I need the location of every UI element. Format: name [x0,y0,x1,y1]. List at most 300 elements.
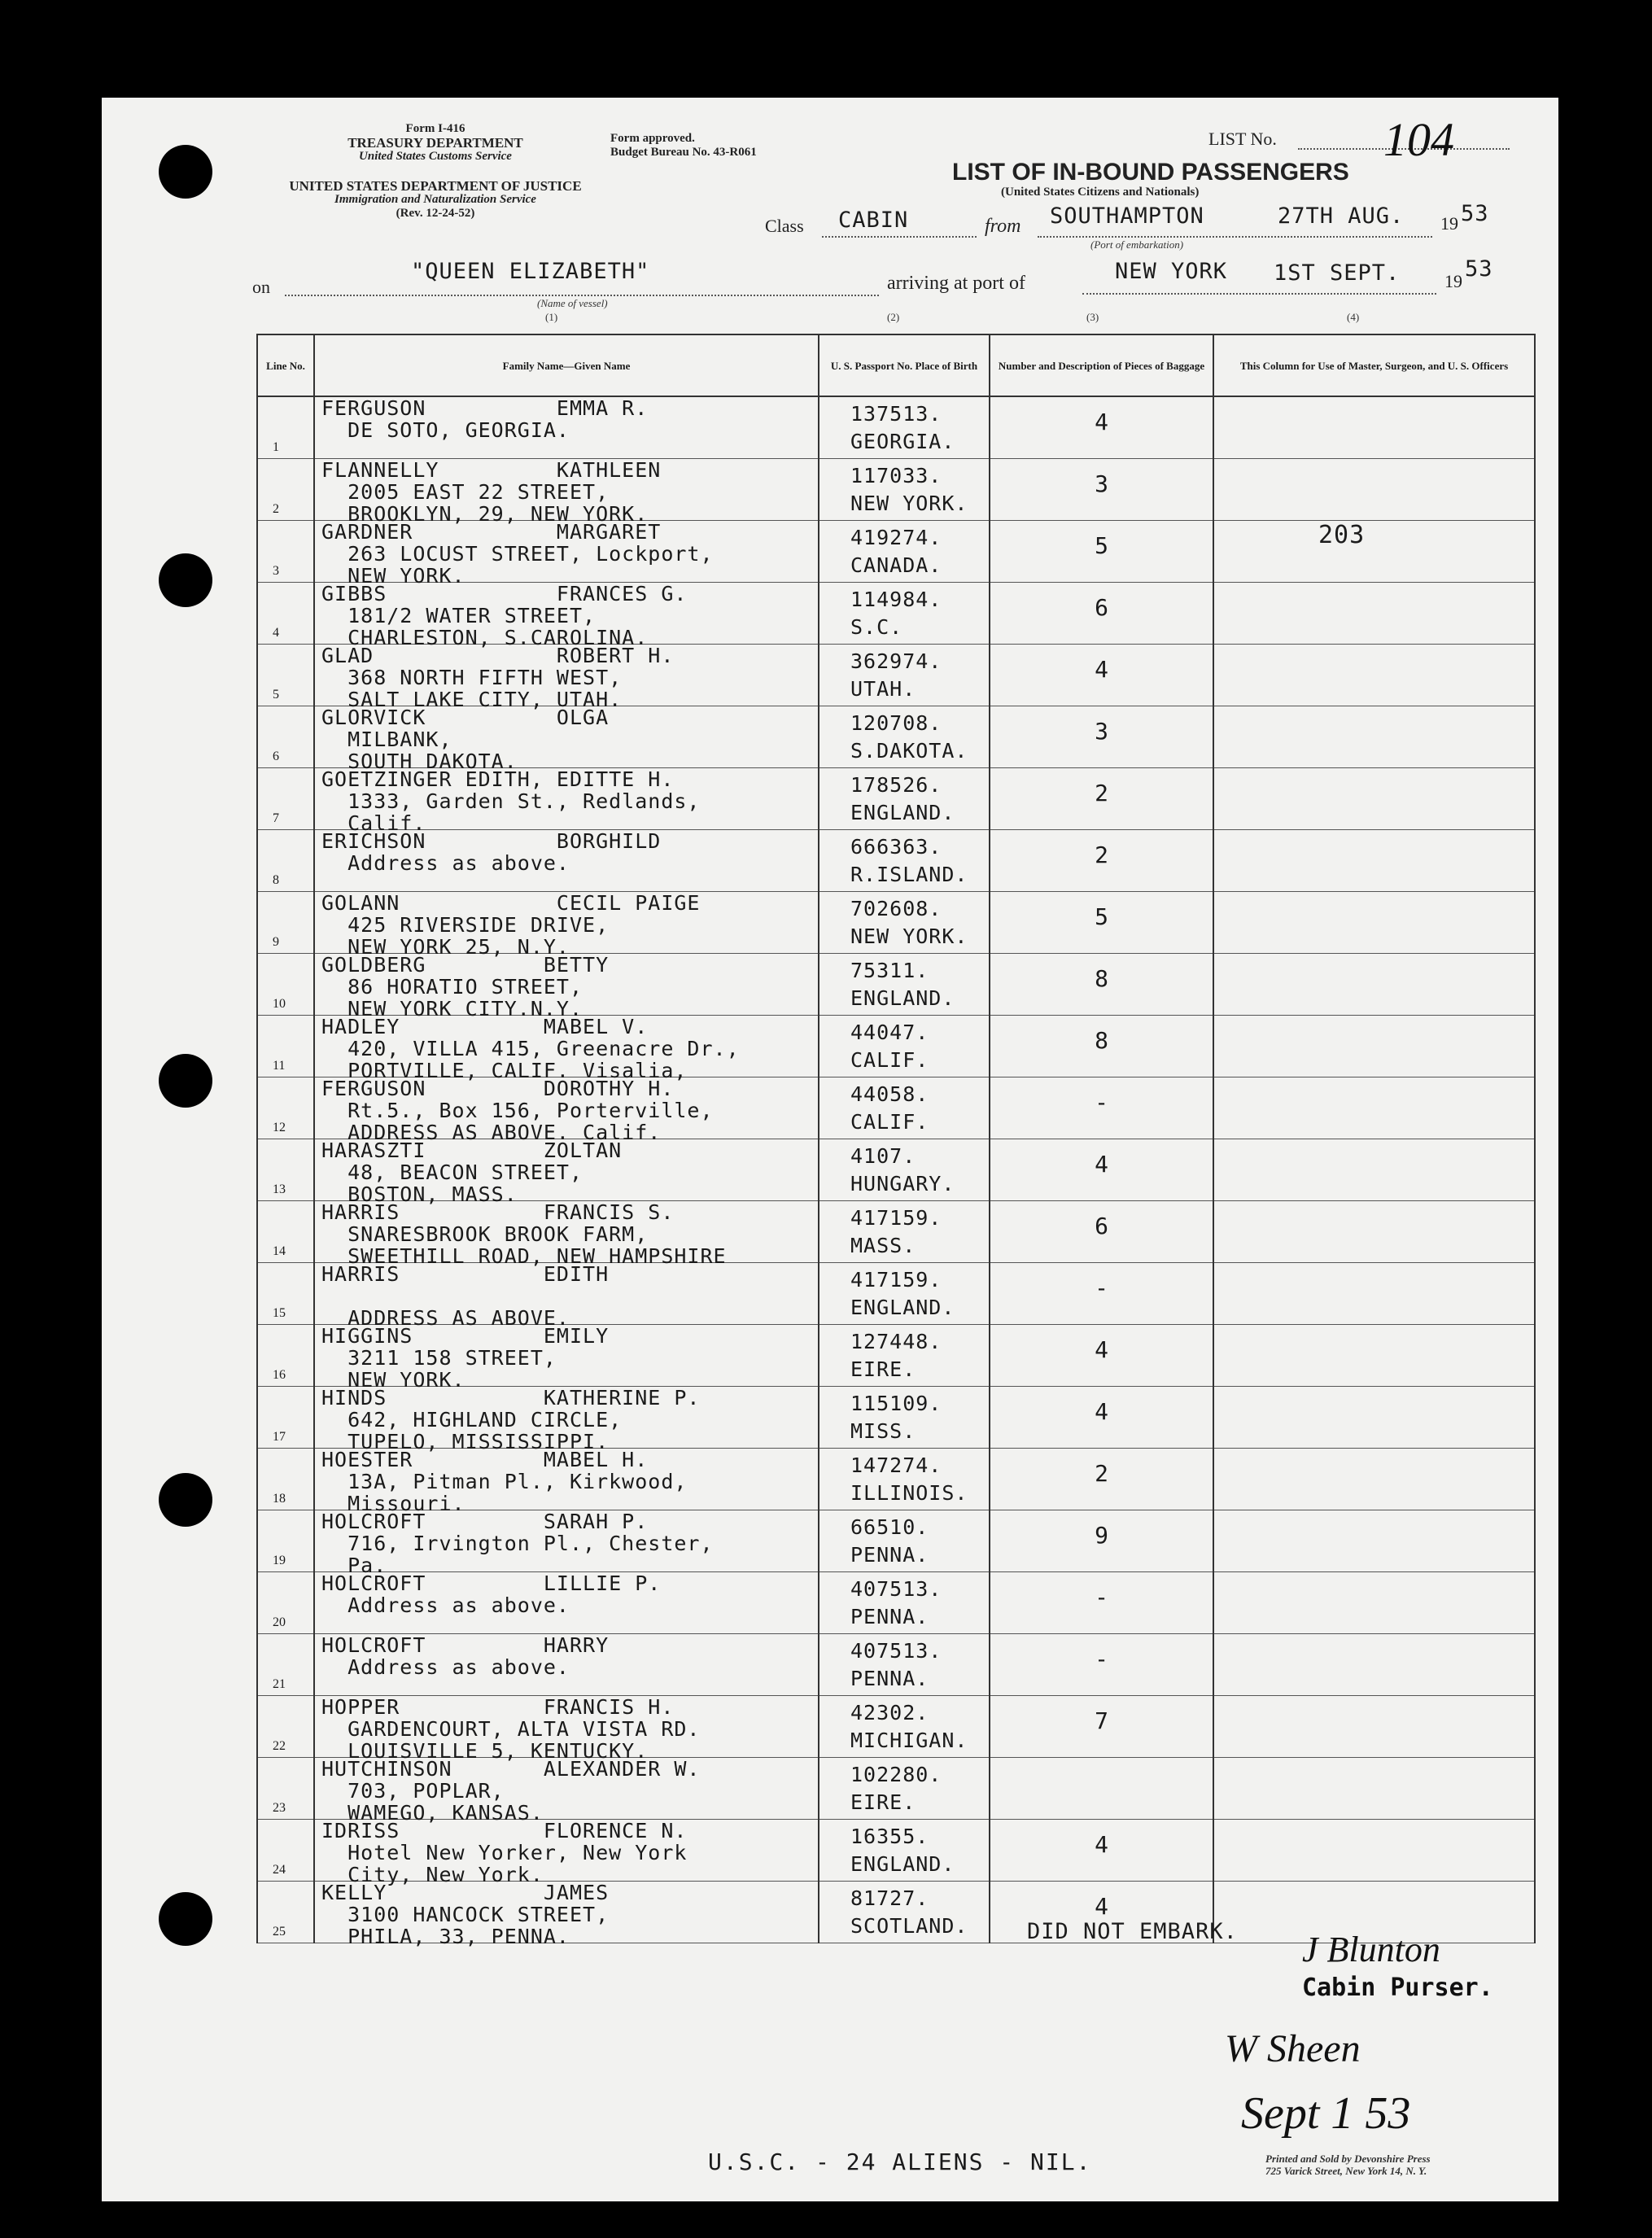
passport-birthplace: 4107. HUNGARY. [850,1144,955,1195]
line-number-cell [257,1758,314,1820]
passenger-name-address-cell [314,953,819,1021]
passenger-name-address: HOLCROFT SARAH P. 716, Irvington Pl., Chester, Pa. [321,1510,714,1577]
document-title: LIST OF IN-BOUND PASSENGERS [952,159,1349,186]
passenger-name-address: GOETZINGER EDITH, EDITTE H. 1333, Garden St., Redlands, Calif. [321,767,701,835]
embarkation-port: SOUTHAMPTON [1050,203,1204,229]
form-approved: Form approved. [610,132,695,145]
line-number-cell [257,1634,314,1696]
baggage-count-cell [990,1016,1213,1077]
line-number: 18 [273,1492,286,1506]
passenger-name-address: KELLY JAMES 3100 HANCOCK STREET, PHILA, 33, PENNA. [321,1881,610,1948]
line-number-cell [257,892,314,954]
passport-birthplace: 407513. PENNA. [850,1639,942,1690]
header-passport: U. S. Passport No. Place of Birth [819,334,990,396]
line-number: 3 [273,564,279,578]
baggage-count-cell [990,1077,1213,1139]
line-number-cell [257,1201,314,1263]
passport-birthplace-cell [819,645,990,706]
vessel-name: "QUEEN ELIZABETH" [411,259,650,284]
baggage-count-cell [990,1510,1213,1572]
class-underline [822,236,977,238]
header-officers: This Column for Use of Master, Surgeon, and U. S. Officers [1213,334,1535,396]
officer-use-cell [1213,1634,1535,1696]
line-number: 16 [273,1368,286,1382]
passenger-name-address-cell [314,582,819,649]
table-row [257,1325,1535,1387]
baggage-count: 2 [1095,1460,1108,1487]
officer-use-cell [1213,1263,1535,1325]
passenger-name-address-cell [314,1200,819,1268]
passenger-name-address: HUTCHINSON ALEXANDER W. 703, POPLAR, WAMEGO, KANSAS. [321,1757,701,1825]
officer-use-cell [1213,892,1535,954]
line-number: 19 [273,1554,286,1567]
agency-subtitle: United States Customs Service [359,150,512,163]
table-row [257,396,1535,459]
list-number: 104 [1383,113,1454,166]
class-value: CABIN [838,208,909,233]
passenger-name-address-cell [314,1757,819,1825]
passport-birthplace-cell [819,1882,990,1943]
passenger-name-address-cell [314,644,819,711]
line-number: 6 [273,750,279,763]
purser-title: Cabin Purser. [1302,1974,1493,2002]
baggage-count: - [1095,1584,1108,1611]
departure-date: 27TH AUG. [1278,203,1405,229]
arrival-year: 53 [1465,256,1493,282]
line-number: 9 [273,935,279,949]
line-number: 23 [273,1801,286,1815]
table-row [257,892,1535,954]
table-header-row [257,334,1535,396]
punch-hole [159,1473,212,1527]
passport-birthplace-cell [819,1077,990,1139]
baggage-count-cell [990,1325,1213,1387]
form-approved-block [610,132,757,160]
did-not-embark: DID NOT EMBARK. [1027,1919,1238,1944]
printer-line-2: 725 Varick Street, New York 14, N. Y. [1265,2165,1427,2177]
table-row [257,1696,1535,1758]
line-number-cell [257,830,314,892]
passport-birthplace-cell [819,1201,990,1263]
column-caption-3: (3) [1086,311,1099,323]
table-row [257,459,1535,521]
passport-birthplace-cell [819,830,990,892]
officer-use-cell [1213,396,1535,459]
passport-birthplace: 407513. PENNA. [850,1577,942,1628]
baggage-count: 3 [1095,470,1108,497]
line-number-cell [257,1882,314,1943]
baggage-count: 8 [1095,1027,1108,1054]
column-caption-4: (4) [1347,311,1360,323]
passenger-name-address-cell [314,1819,819,1886]
line-number: 21 [273,1677,286,1691]
line-number: 8 [273,873,279,887]
officer-note: 203 [1318,521,1366,549]
baggage-count-cell [990,1263,1213,1325]
officer-use-cell [1213,521,1535,583]
passport-birthplace: 362974. UTAH. [850,649,942,701]
baggage-count: 4 [1095,1151,1108,1178]
passport-birthplace-cell [819,954,990,1016]
table-row [257,830,1535,892]
passenger-name-address: IDRISS FLORENCE N. Hotel New Yorker, New York City, New York. [321,1819,688,1886]
passport-birthplace-cell [819,1634,990,1696]
line-number-cell [257,1572,314,1634]
baggage-count: 5 [1095,532,1108,559]
baggage-count-cell [990,1820,1213,1882]
class-label: Class [765,216,804,236]
passenger-name-address-cell [314,520,819,588]
baggage-count-cell [990,1139,1213,1201]
baggage-count: 4 [1095,1893,1108,1920]
line-number-cell [257,396,314,459]
passport-birthplace: 120708. S.DAKOTA. [850,711,968,763]
column-caption-1: (1) [545,311,558,323]
passenger-name-address: HADLEY MABEL V. 420, VILLA 415, Greenacre Dr., PORTVILLE, CALIF. Visalia, [321,1015,740,1082]
officer-use-cell [1213,645,1535,706]
passenger-name-address: ERICHSON BORGHILD Address as above. [321,829,662,875]
officer-use-cell [1213,954,1535,1016]
baggage-count-cell [990,1449,1213,1510]
table-row [257,1634,1535,1696]
agency-title: TREASURY DEPARTMENT [347,135,523,151]
table-row [257,1510,1535,1572]
passport-birthplace: 178526. ENGLAND. [850,773,955,824]
line-number-cell [257,521,314,583]
table-row [257,1387,1535,1449]
line-number-cell [257,768,314,830]
baggage-count-cell [990,1634,1213,1696]
passenger-name-address-cell [314,830,819,892]
passenger-name-address-cell [314,1634,819,1696]
document-subtitle: (United States Citizens and Nationals) [1001,186,1200,199]
passport-birthplace-cell [819,1387,990,1449]
line-number: 5 [273,688,279,702]
line-number-cell [257,706,314,768]
passport-birthplace: 16355. ENGLAND. [850,1825,955,1876]
passenger-name-address: HOPPER FRANCIS H. GARDENCOURT, ALTA VISTA RD. LOUISVILLE 5, KENTUCKY. [321,1695,701,1763]
table-row [257,1016,1535,1077]
punch-hole [159,553,212,607]
baggage-count: 3 [1095,718,1108,745]
baggage-count-cell [990,1572,1213,1634]
passenger-name-address-cell [314,706,819,773]
line-number: 22 [273,1739,286,1753]
passport-birthplace: 102280. EIRE. [850,1763,942,1814]
line-number-cell [257,1325,314,1387]
officer-use-cell [1213,1016,1535,1077]
passenger-name-address-cell [314,1448,819,1515]
passport-birthplace: 66510. PENNA. [850,1515,929,1567]
from-underline [1038,236,1432,238]
baggage-count-cell [990,459,1213,521]
line-number-cell [257,645,314,706]
vessel-caption: (Name of vessel) [537,297,608,309]
passport-birthplace: 417159. ENGLAND. [850,1268,955,1319]
baggage-count: 4 [1095,1831,1108,1858]
passport-birthplace: 702608. NEW YORK. [850,897,968,948]
passenger-name-address-cell [314,1881,819,1948]
passport-birthplace-cell [819,706,990,768]
passenger-name-address: GLAD ROBERT H. 368 NORTH FIFTH WEST, SALT LAKE CITY, UTAH. [321,644,675,711]
passport-birthplace: 666363. R.ISLAND. [850,835,968,886]
officer-use-cell [1213,768,1535,830]
header-baggage: Number and Description of Pieces of Baggage [990,334,1213,396]
budget-bureau: Budget Bureau No. 43-R061 [610,146,757,159]
passenger-name-address: FERGUSON EMMA R. DE SOTO, GEORGIA. [321,396,649,442]
table-row [257,768,1535,830]
officer-use-cell [1213,1325,1535,1387]
punch-hole [159,145,212,199]
line-number: 7 [273,811,279,825]
passport-birthplace: 42302. MICHIGAN. [850,1701,968,1752]
passport-birthplace-cell [819,892,990,954]
baggage-count-cell [990,1696,1213,1758]
table-row [257,706,1535,768]
passenger-name-address-cell [314,1386,819,1453]
line-number: 13 [273,1182,286,1196]
table-row [257,645,1535,706]
officer-use-cell [1213,830,1535,892]
passport-birthplace: 419274. CANADA. [850,526,942,577]
table-row [257,1449,1535,1510]
line-number: 24 [273,1863,286,1877]
passport-birthplace-cell [819,768,990,830]
baggage-count-cell [990,396,1213,459]
passport-birthplace: 114984. S.C. [850,588,942,639]
baggage-count-cell [990,521,1213,583]
baggage-count-cell [990,1201,1213,1263]
baggage-count: - [1095,1274,1108,1301]
line-number-cell [257,1016,314,1077]
line-number-cell [257,1510,314,1572]
passport-birthplace-cell [819,1820,990,1882]
from-label: from [985,216,1021,237]
table-row [257,1820,1535,1882]
officer-use-cell [1213,1820,1535,1882]
baggage-count-cell [990,1387,1213,1449]
passenger-name-address: FERGUSON DOROTHY H. Rt.5., Box 156, Porterville, ADDRESS AS ABOVE. Calif. [321,1077,714,1144]
baggage-count-cell [990,830,1213,892]
officer-use-cell [1213,706,1535,768]
officer-use-cell [1213,1696,1535,1758]
line-number-cell [257,1696,314,1758]
baggage-count: 4 [1095,1398,1108,1425]
departure-year: 53 [1461,201,1489,226]
passenger-name-address: HOLCROFT LILLIE P. Address as above. [321,1571,662,1617]
line-number: 11 [273,1059,286,1073]
vessel-underline [285,295,879,296]
baggage-count: 5 [1095,903,1108,930]
revision-date: (Rev. 12-24-52) [396,207,475,220]
baggage-count-cell [990,1758,1213,1820]
baggage-count-cell [990,645,1213,706]
header-name: Family Name—Given Name [314,334,819,396]
passenger-name-address-cell [314,1262,819,1330]
passenger-name-address: HARRIS EDITH ADDRESS AS ABOVE. [321,1262,610,1330]
line-number: 14 [273,1244,286,1258]
list-no-label: LIST No. [1208,129,1277,149]
passport-birthplace-cell [819,521,990,583]
passport-birthplace: 44058. CALIF. [850,1082,929,1134]
table-row [257,1758,1535,1820]
officer-use-cell [1213,583,1535,645]
officer-use-cell [1213,1139,1535,1201]
passenger-name-address: HARASZTI ZOLTAN 48, BEACON STREET, BOSTON, MASS. [321,1139,623,1206]
punch-hole [159,1054,212,1108]
table-row [257,1139,1535,1201]
summary-line: U.S.C. - 24 ALIENS - NIL. [708,2148,1092,2175]
passenger-name-address: FLANNELLY KATHLEEN 2005 EAST 22 STREET, BROOKLYN, 29, NEW YORK. [321,458,662,526]
officer-use-cell [1213,459,1535,521]
passport-birthplace-cell [819,1572,990,1634]
signature-date: Sept 1 53 [1241,2088,1411,2139]
passenger-name-address: HARRIS FRANCIS S. SNARESBROOK BROOK FARM, SWEETHILL ROAD, NEW HAMPSHIRE [321,1200,727,1268]
baggage-count-cell [990,768,1213,830]
baggage-count: 4 [1095,656,1108,683]
line-number: 17 [273,1430,286,1444]
passenger-name-address-cell [314,1572,819,1634]
line-number-cell [257,1387,314,1449]
baggage-count: 2 [1095,841,1108,868]
passenger-name-address-cell [314,1510,819,1577]
baggage-count-cell [990,583,1213,645]
baggage-count: 2 [1095,780,1108,806]
passenger-name-address-cell [314,891,819,959]
form-id-block [313,122,557,164]
arrival-date: 1ST SEPT. [1274,260,1401,286]
baggage-count: - [1095,1646,1108,1672]
year-prefix-2: 19 [1444,271,1462,291]
purser-signature: J Blunton [1302,1930,1440,1969]
printer-line-1: Printed and Sold by Devonshire Press [1265,2153,1431,2165]
passport-birthplace: 417159. MASS. [850,1206,942,1257]
passport-birthplace-cell [819,1325,990,1387]
baggage-count: 7 [1095,1707,1108,1734]
line-number-cell [257,1820,314,1882]
baggage-count: 9 [1095,1522,1108,1549]
officer-initials: W Sheen [1225,2027,1361,2070]
passenger-name-address-cell [314,396,819,459]
passport-birthplace: 137513. GEORGIA. [850,402,955,453]
year-prefix: 19 [1440,213,1458,234]
baggage-count: 4 [1095,409,1108,435]
header-line-no: Line No. [257,334,314,396]
line-number-cell [257,459,314,521]
passenger-name-address-cell [314,1139,819,1206]
department-name: UNITED STATES DEPARTMENT OF JUSTICE [289,178,582,194]
service-name: Immigration and Naturalization Service [334,193,536,206]
line-number: 20 [273,1615,286,1629]
punch-hole [159,1892,212,1946]
passenger-name-address: GOLDBERG BETTY 86 HORATIO STREET, NEW YORK CITY.N.Y. [321,953,610,1021]
line-number-cell [257,954,314,1016]
table-row [257,1077,1535,1139]
baggage-count: 4 [1095,1336,1108,1363]
printer-credit [1265,2153,1431,2177]
line-number-cell [257,1139,314,1201]
passport-birthplace-cell [819,583,990,645]
baggage-count: 6 [1095,594,1108,621]
passenger-name-address-cell [314,1324,819,1392]
arriving-label: arriving at port of [887,273,1025,294]
passport-birthplace-cell [819,1139,990,1201]
passport-birthplace: 117033. NEW YORK. [850,464,968,515]
passenger-name-address: HOLCROFT HARRY Address as above. [321,1633,610,1679]
line-number-cell [257,1077,314,1139]
line-number: 1 [273,440,279,454]
passport-birthplace-cell [819,1696,990,1758]
baggage-count: 6 [1095,1213,1108,1239]
passport-birthplace-cell [819,1758,990,1820]
passport-birthplace: 75311. ENGLAND. [850,959,955,1010]
baggage-count-cell [990,706,1213,768]
passport-birthplace: 81727. SCOTLAND. [850,1886,968,1938]
table-row [257,1201,1535,1263]
line-number: 10 [273,997,286,1011]
passenger-name-address-cell [314,1695,819,1763]
port-embarkation-caption: (Port of embarkation) [1090,238,1184,251]
officer-use-cell [1213,1572,1535,1634]
table-row [257,583,1535,645]
passport-birthplace: 147274. ILLINOIS. [850,1453,968,1505]
passenger-name-address-cell [314,1077,819,1144]
passport-birthplace-cell [819,396,990,459]
passport-birthplace-cell [819,1449,990,1510]
doj-block [248,179,623,221]
passenger-name-address-cell [314,458,819,526]
line-number: 25 [273,1925,286,1939]
passport-birthplace-cell [819,1263,990,1325]
officer-use-cell [1213,1077,1535,1139]
on-label: on [252,277,270,297]
passenger-name-address: GARDNER MARGARET 263 LOCUST STREET, Lockport, NEW YORK. [321,520,714,588]
passenger-name-address: GIBBS FRANCES G. 181/2 WATER STREET, CHARLESTON, S.CAROLINA. [321,582,688,649]
line-number-cell [257,583,314,645]
passenger-name-address: HOESTER MABEL H. 13A, Pitman Pl., Kirkwood, Missouri. [321,1448,688,1515]
passport-birthplace-cell [819,1016,990,1077]
officer-use-cell [1213,1758,1535,1820]
passenger-name-address: GOLANN CECIL PAIGE 425 RIVERSIDE DRIVE, NEW YORK 25, N.Y. [321,891,701,959]
table-row [257,954,1535,1016]
passenger-table [256,334,1536,1948]
officer-use-cell [1213,1387,1535,1449]
arrival-underline [1082,293,1436,295]
passport-birthplace-cell [819,1510,990,1572]
arrival-port: NEW YORK [1115,259,1228,284]
passenger-name-address: HIGGINS EMILY 3211 158 STREET, NEW YORK. [321,1324,610,1392]
passport-birthplace: 44047. CALIF. [850,1021,929,1072]
passenger-name-address: GLORVICK OLGA MILBANK, SOUTH DAKOTA. [321,706,610,773]
column-caption-2: (2) [887,311,900,323]
baggage-count: 8 [1095,965,1108,992]
baggage-count: - [1095,1089,1108,1116]
form-number: Form I-416 [405,122,465,135]
passport-birthplace-cell [819,459,990,521]
baggage-count-cell [990,892,1213,954]
table-row [257,1263,1535,1325]
passenger-name-address-cell [314,767,819,835]
baggage-count-cell [990,954,1213,1016]
officer-use-cell [1213,1449,1535,1510]
line-number-cell [257,1449,314,1510]
passport-birthplace: 127448. EIRE. [850,1330,942,1381]
passenger-name-address: HINDS KATHERINE P. 642, HIGHLAND CIRCLE, TUPELO, MISSISSIPPI. [321,1386,701,1453]
passenger-name-address-cell [314,1015,819,1082]
line-number: 15 [273,1306,286,1320]
line-number: 12 [273,1121,286,1134]
passport-birthplace: 115109. MISS. [850,1392,942,1443]
